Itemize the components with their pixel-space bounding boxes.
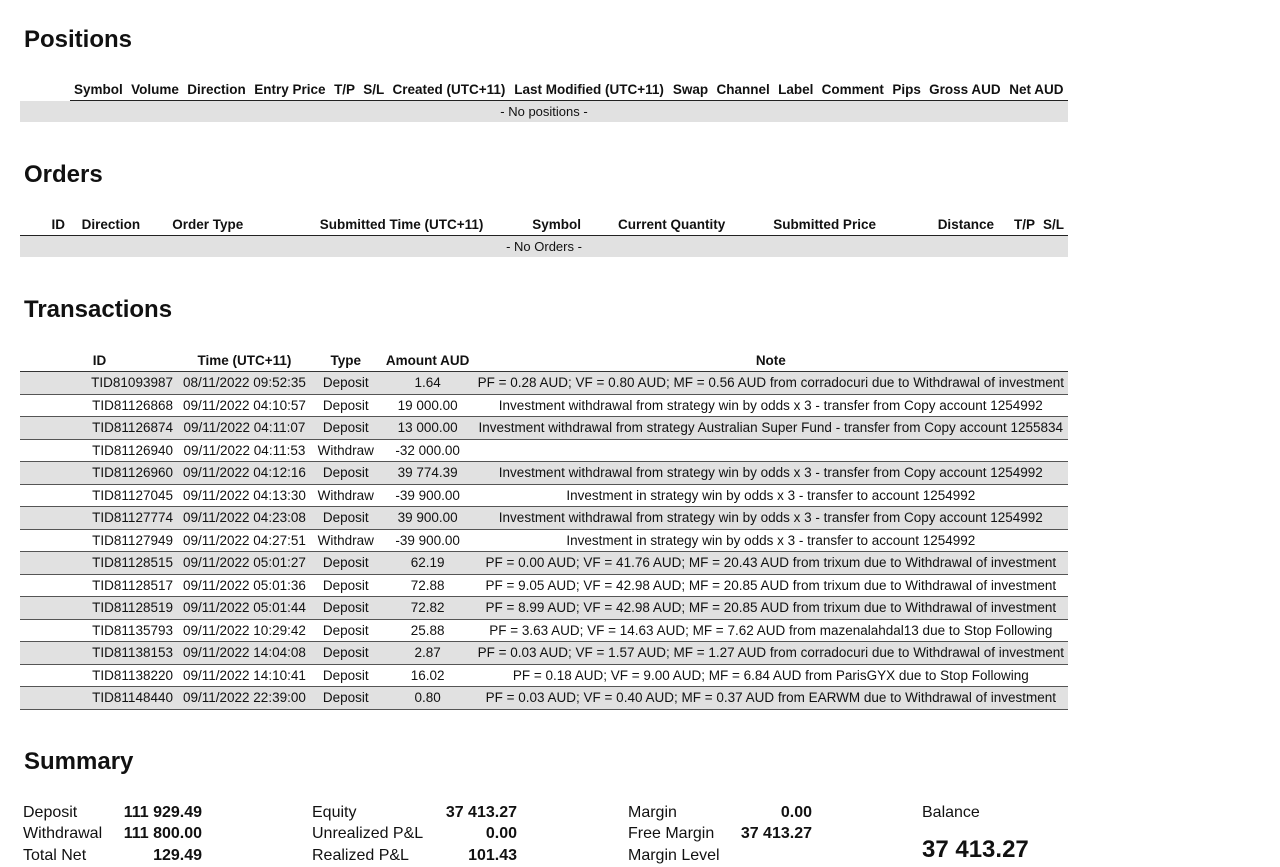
summary-margin-value: 0.00 [780,804,812,821]
transaction-amount: 39 900.00 [382,507,474,530]
transaction-id: TID81093987 [20,372,179,395]
transaction-time: 09/11/2022 04:11:53 [179,439,310,462]
transaction-amount: 72.82 [382,597,474,620]
transaction-type: Withdraw [310,484,382,507]
positions-title: Positions [24,26,133,53]
positions-header-row [20,78,1068,101]
orders-title: Orders [24,161,103,188]
transactions-title: Transactions [24,296,173,323]
transaction-amount: 13 000.00 [382,417,474,440]
transactions-table [20,349,1068,710]
summary-margin-label: Margin [628,804,677,821]
transaction-note: Investment in strategy win by odds x 3 - transfer to account 1254992 [474,484,1068,507]
positions-col-comment[interactable]: Comment [818,78,889,101]
summary-free-margin-label: Free Margin [628,825,715,842]
transaction-row[interactable] [20,484,1068,507]
transaction-time: 09/11/2022 04:23:08 [179,507,310,530]
orders-col-direction[interactable]: Direction [69,213,153,236]
transaction-amount: 16.02 [382,664,474,687]
transaction-amount: 39 774.39 [382,462,474,485]
transaction-row[interactable] [20,394,1068,417]
transaction-id: TID81138153 [20,642,179,665]
transaction-amount: 1.64 [382,372,474,395]
transaction-row[interactable] [20,619,1068,642]
transaction-note: Investment withdrawal from strategy win by odds x 3 - transfer from Copy account 1254992 [474,507,1068,530]
transaction-time: 09/11/2022 04:10:57 [179,394,310,417]
transactions-body [20,372,1068,710]
positions-col-tp[interactable]: T/P [330,78,359,101]
transaction-time: 09/11/2022 22:39:00 [179,687,310,710]
transaction-id: TID81148440 [20,687,179,710]
orders-col-tp[interactable]: T/P [998,213,1039,236]
transaction-row[interactable] [20,372,1068,395]
transaction-type: Withdraw [310,529,382,552]
summary-withdrawal-value: 111 800.00 [123,825,202,842]
transaction-note: PF = 0.18 AUD; VF = 9.00 AUD; MF = 6.84 AUD from ParisGYX due to Stop Following [474,664,1068,687]
transaction-amount: 2.87 [382,642,474,665]
transaction-id: TID81126874 [20,417,179,440]
orders-col-sl[interactable]: S/L [1039,213,1068,236]
transactions-col-time[interactable]: Time (UTC+11) [179,349,310,372]
orders-col-order-type[interactable]: Order Type [153,213,263,236]
orders-col-submitted-time[interactable]: Submitted Time (UTC+11) [263,213,488,236]
transaction-time: 09/11/2022 04:12:16 [179,462,310,485]
summary-free-margin-value: 37 413.27 [740,825,812,842]
summary-realized-value: 101.43 [468,847,517,864]
transaction-type: Deposit [310,507,382,530]
transaction-type: Deposit [310,372,382,395]
transaction-note: Investment withdrawal from strategy win by odds x 3 - transfer from Copy account 1254992 [474,462,1068,485]
orders-table [20,213,1068,257]
transaction-note: Investment withdrawal from strategy win by odds x 3 - transfer from Copy account 1254992 [474,394,1068,417]
positions-col-entry-price[interactable]: Entry Price [250,78,330,101]
summary-deposit-label: Deposit [23,804,78,821]
positions-table [20,78,1068,122]
transaction-type: Deposit [310,642,382,665]
transaction-time: 08/11/2022 09:52:35 [179,372,310,395]
transaction-row[interactable] [20,529,1068,552]
orders-header-row [20,213,1068,236]
transaction-type: Withdraw [310,439,382,462]
positions-empty-message: - No positions - [20,101,1068,123]
summary-unrealized-label: Unrealized P&L [312,825,424,842]
transaction-id: TID81126940 [20,439,179,462]
transactions-header-row [20,349,1068,372]
transaction-id: TID81135793 [20,619,179,642]
orders-col-current-quantity[interactable]: Current Quantity [585,213,758,236]
transaction-amount: 19 000.00 [382,394,474,417]
transaction-note: PF = 3.63 AUD; VF = 14.63 AUD; MF = 7.62 AUD from mazenalahdal13 due to Stop Following [474,619,1068,642]
transaction-amount: 25.88 [382,619,474,642]
transaction-amount: 0.80 [382,687,474,710]
positions-col-spacer [20,78,70,101]
orders-col-symbol[interactable]: Symbol [487,213,585,236]
transaction-row[interactable] [20,642,1068,665]
transaction-note: PF = 0.03 AUD; VF = 0.40 AUD; MF = 0.37 AUD from EARWM due to Withdrawal of investment [474,687,1068,710]
transactions-col-id[interactable]: ID [20,349,179,372]
transaction-type: Deposit [310,687,382,710]
transaction-id: TID81126960 [20,462,179,485]
orders-empty-message: - No Orders - [20,236,1068,258]
orders-col-id[interactable]: ID [20,213,69,236]
positions-col-direction[interactable]: Direction [183,78,250,101]
transaction-amount: 72.88 [382,574,474,597]
summary-total-net-label: Total Net [23,847,87,864]
orders-empty-row [20,236,1068,258]
positions-col-volume[interactable]: Volume [127,78,183,101]
transaction-note: Investment in strategy win by odds x 3 - transfer to account 1254992 [474,529,1068,552]
transaction-row[interactable] [20,507,1068,530]
transaction-type: Deposit [310,597,382,620]
transaction-type: Deposit [310,462,382,485]
transaction-note: PF = 0.03 AUD; VF = 1.57 AUD; MF = 1.27 AUD from corradocuri due to Withdrawal of investment [474,642,1068,665]
positions-col-label[interactable]: Label [774,78,818,101]
positions-col-sl[interactable]: S/L [359,78,388,101]
summary-realized-label: Realized P&L [312,847,409,864]
transaction-type: Deposit [310,394,382,417]
transaction-time: 09/11/2022 04:13:30 [179,484,310,507]
transaction-time: 09/11/2022 14:04:08 [179,642,310,665]
orders-col-submitted-price[interactable]: Submitted Price [758,213,891,236]
transaction-type: Deposit [310,417,382,440]
transaction-amount: -32 000.00 [382,439,474,462]
transaction-time: 09/11/2022 05:01:27 [179,552,310,575]
transaction-note: PF = 0.28 AUD; VF = 0.80 AUD; MF = 0.56 AUD from corradocuri due to Withdrawal of investment [474,372,1068,395]
summary-margin-level-label: Margin Level [628,847,720,864]
transaction-id: TID81128515 [20,552,179,575]
transaction-note: Investment withdrawal from strategy Australian Super Fund - transfer from Copy account 1255834 [474,417,1068,440]
transaction-type: Deposit [310,552,382,575]
transaction-type: Deposit [310,574,382,597]
transaction-id: TID81128517 [20,574,179,597]
summary-unrealized-value: 0.00 [485,825,517,842]
transactions-col-note[interactable]: Note [474,349,1068,372]
transaction-time: 09/11/2022 05:01:44 [179,597,310,620]
positions-col-channel[interactable]: Channel [712,78,774,101]
transaction-id: TID81138220 [20,664,179,687]
transaction-row[interactable] [20,439,1068,462]
transaction-type: Deposit [310,619,382,642]
transaction-id: TID81128519 [20,597,179,620]
positions-col-symbol[interactable]: Symbol [70,78,127,101]
orders-col-distance[interactable]: Distance [891,213,998,236]
summary-balance-label: Balance [922,804,980,821]
transaction-row[interactable] [20,664,1068,687]
transaction-row[interactable] [20,462,1068,485]
transaction-row[interactable] [20,597,1068,620]
transaction-time: 09/11/2022 10:29:42 [179,619,310,642]
summary-equity-value: 37 413.27 [445,804,517,821]
summary-total-net-value: 129.49 [153,847,202,864]
summary-title: Summary [24,748,134,775]
transaction-id: TID81127949 [20,529,179,552]
transaction-amount: -39 900.00 [382,529,474,552]
transaction-note [474,439,1068,462]
transaction-row[interactable] [20,417,1068,440]
positions-col-pips[interactable]: Pips [888,78,925,101]
summary-withdrawal-label: Withdrawal [23,825,103,842]
transaction-row[interactable] [20,574,1068,597]
transaction-type: Deposit [310,664,382,687]
positions-empty-row [20,101,1068,123]
transaction-time: 09/11/2022 14:10:41 [179,664,310,687]
summary-balance-value: 37 413.27 [922,836,1029,863]
positions-col-gross[interactable]: Gross AUD [925,78,1005,101]
positions-col-swap[interactable]: Swap [669,78,713,101]
transactions-col-type[interactable]: Type [310,349,382,372]
summary-deposit-value: 111 929.49 [123,804,202,821]
summary-equity-label: Equity [312,804,357,821]
transactions-col-amount[interactable]: Amount AUD [382,349,474,372]
transaction-time: 09/11/2022 04:11:07 [179,417,310,440]
transaction-amount: 62.19 [382,552,474,575]
transaction-amount: -39 900.00 [382,484,474,507]
transaction-id: TID81127045 [20,484,179,507]
positions-col-last-modified[interactable]: Last Modified (UTC+11) [510,78,669,101]
transaction-id: TID81126868 [20,394,179,417]
transaction-id: TID81127774 [20,507,179,530]
transaction-row[interactable] [20,552,1068,575]
transaction-time: 09/11/2022 05:01:36 [179,574,310,597]
transaction-note: PF = 8.99 AUD; VF = 42.98 AUD; MF = 20.85 AUD from trixum due to Withdrawal of investment [474,597,1068,620]
transaction-row[interactable] [20,687,1068,710]
transaction-time: 09/11/2022 04:27:51 [179,529,310,552]
transaction-note: PF = 9.05 AUD; VF = 42.98 AUD; MF = 20.85 AUD from trixum due to Withdrawal of investment [474,574,1068,597]
transaction-note: PF = 0.00 AUD; VF = 41.76 AUD; MF = 20.43 AUD from trixum due to Withdrawal of investment [474,552,1068,575]
positions-col-net[interactable]: Net AUD [1005,78,1068,101]
positions-col-created[interactable]: Created (UTC+11) [388,78,510,101]
